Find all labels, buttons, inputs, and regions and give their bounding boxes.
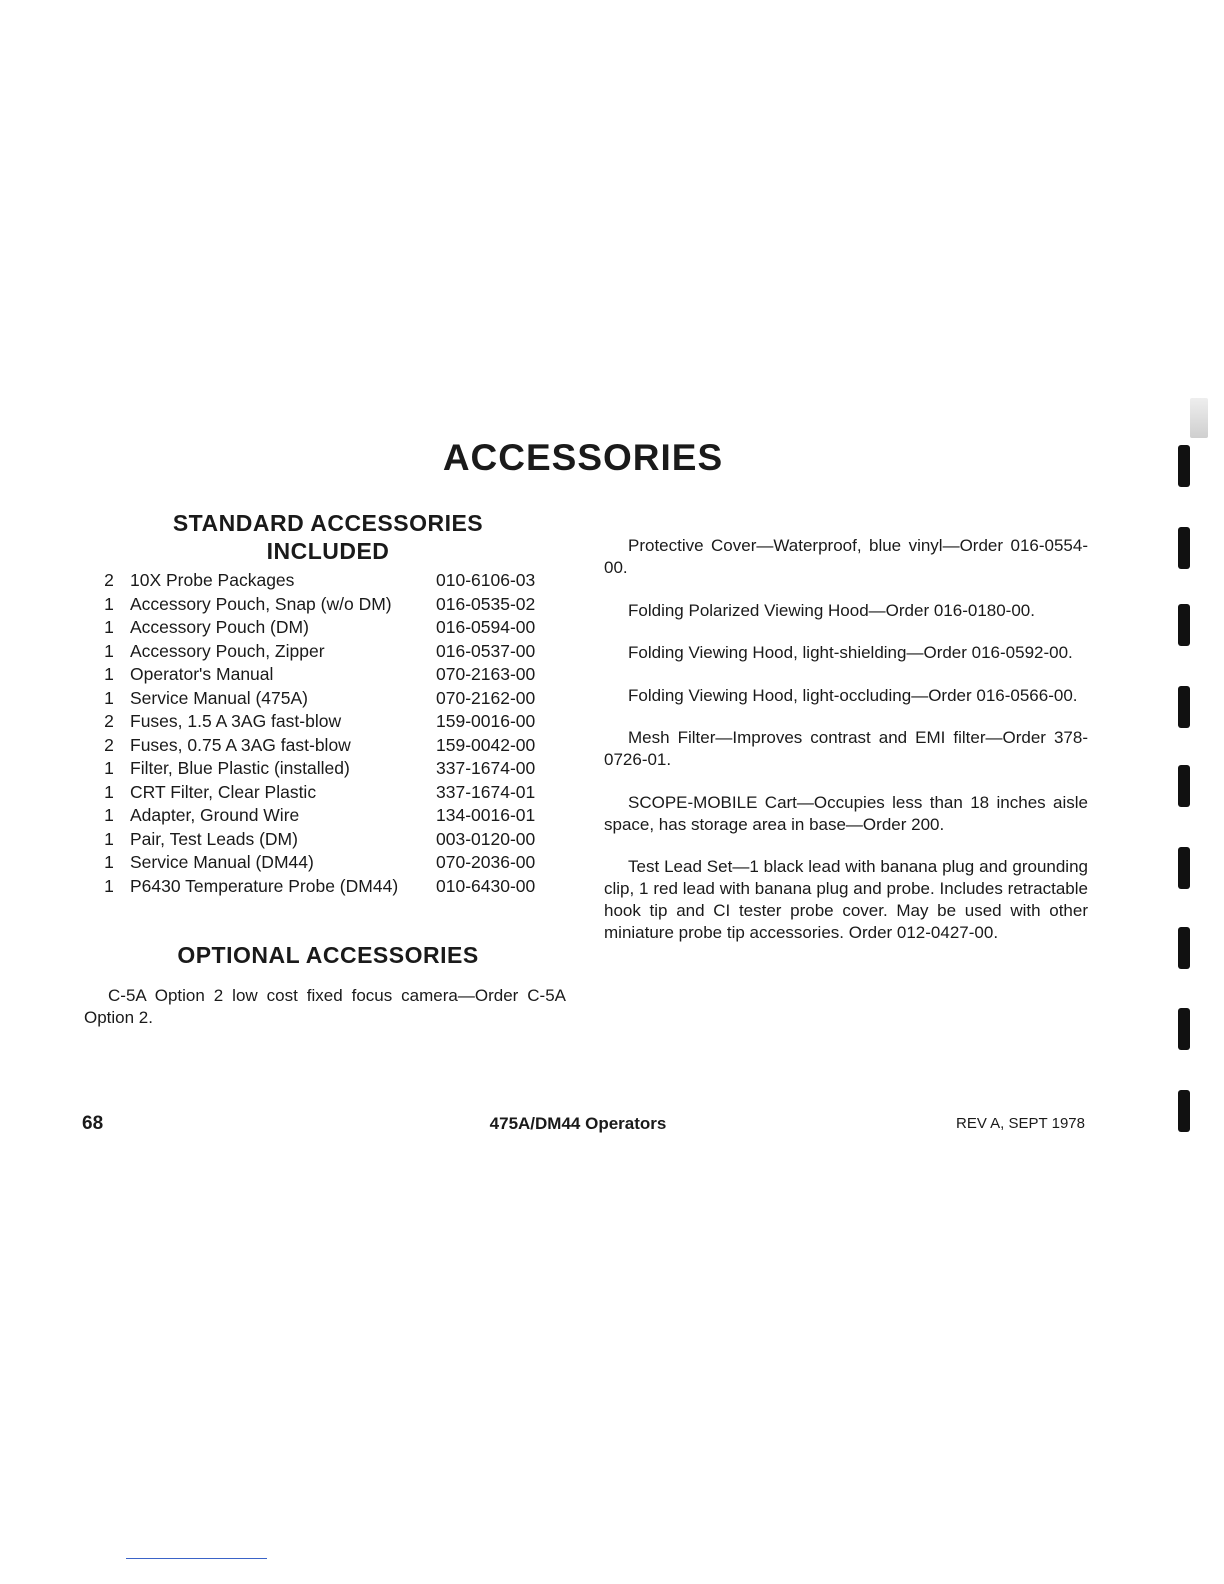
quantity-cell: 1 <box>104 852 114 873</box>
quantity-cell: 1 <box>104 828 114 849</box>
description-cell: Fuses, 1.5 A 3AG fast-blow <box>130 711 342 732</box>
standard-heading-line2: INCLUDED <box>266 538 390 564</box>
description-cell: CRT Filter, Clear Plastic <box>130 781 317 802</box>
description-cell: Operator's Manual <box>130 664 274 685</box>
quantity-cell: 1 <box>104 664 114 685</box>
part-number-cell: 070-2163-00 <box>436 664 536 685</box>
quantity-cell: 1 <box>104 875 114 896</box>
page-number: 68 <box>82 1113 104 1134</box>
page-title: ACCESSORIES <box>442 437 724 478</box>
quantity-cell: 1 <box>104 593 114 614</box>
accessory-paragraph: Folding Viewing Hood, light-shielding—Order 016-0592-00. <box>628 643 1073 662</box>
binder-tab-mark <box>1178 604 1190 646</box>
part-number-cell: 337-1674-01 <box>436 781 536 802</box>
table-row <box>96 757 546 781</box>
description-cell: Adapter, Ground Wire <box>130 805 300 826</box>
binder-tab-mark <box>1178 686 1190 728</box>
table-row <box>96 828 546 852</box>
part-number-cell: 159-0016-00 <box>436 711 536 732</box>
description-cell: Accessory Pouch (DM) <box>130 617 309 638</box>
part-number-cell: 010-6106-03 <box>436 570 536 591</box>
description-cell: Filter, Blue Plastic (installed) <box>130 758 350 779</box>
optional-accessories-list <box>604 535 1088 965</box>
accessory-paragraph: Folding Viewing Hood, light-occluding—Order 016-0566-00. <box>628 685 1078 705</box>
table-row <box>96 663 546 687</box>
bottom-rule-line <box>126 1558 267 1559</box>
description-cell: Service Manual (DM44) <box>130 852 314 873</box>
binder-tab-mark <box>1178 1008 1190 1050</box>
accessory-paragraph: Protective Cover—Waterproof, blue vinyl—Order 016-0554-00. <box>604 536 1088 577</box>
quantity-cell: 1 <box>104 781 114 802</box>
table-row <box>96 781 546 805</box>
binder-tab-mark <box>1178 1090 1190 1132</box>
table-row <box>96 687 546 711</box>
standard-accessories-heading <box>100 509 556 565</box>
binder-tab-mark <box>1178 765 1190 807</box>
binder-tab-mark <box>1178 527 1190 569</box>
part-number-cell: 159-0042-00 <box>436 734 536 755</box>
table-row <box>96 804 546 828</box>
description-cell: Pair, Test Leads (DM) <box>130 828 298 849</box>
quantity-cell: 1 <box>104 640 114 661</box>
description-cell: Accessory Pouch, Zipper <box>130 640 325 661</box>
standard-accessories-table <box>96 569 546 898</box>
part-number-cell: 016-0594-00 <box>436 617 536 638</box>
description-cell: Service Manual (475A) <box>130 687 308 708</box>
table-row <box>96 710 546 734</box>
accessory-paragraph: Test Lead Set—1 black lead with banana plug and grounding clip, 1 red lead with banana plug and probe. Includes retractable hook tip and CI tester probe cover. May be used with other miniature probe tip accessories. Order 012-0427-00. <box>604 857 1088 942</box>
description-cell: 10X Probe Packages <box>130 570 295 591</box>
optional-accessories-heading: OPTIONAL ACCESSORIES <box>177 942 479 968</box>
standard-heading-line1: STANDARD ACCESSORIES <box>172 510 484 536</box>
quantity-cell: 2 <box>104 711 114 732</box>
document-title: 475A/DM44 Operators <box>489 1114 667 1133</box>
quantity-cell: 1 <box>104 687 114 708</box>
description-cell: Fuses, 0.75 A 3AG fast-blow <box>130 734 351 755</box>
quantity-cell: 1 <box>104 758 114 779</box>
table-row <box>96 851 546 875</box>
quantity-cell: 2 <box>104 570 114 591</box>
part-number-cell: 070-2162-00 <box>436 687 536 708</box>
part-number-cell: 070-2036-00 <box>436 852 536 873</box>
accessory-paragraph: SCOPE-MOBILE Cart—Occupies less than 18 inches aisle space, has storage area in base—Order 200. <box>604 792 1088 834</box>
quantity-cell: 1 <box>104 617 114 638</box>
part-number-cell: 337-1674-00 <box>436 758 536 779</box>
part-number-cell: 003-0120-00 <box>436 828 536 849</box>
binder-tab-mark <box>1178 927 1190 969</box>
description-cell: P6430 Temperature Probe (DM44) <box>130 875 399 896</box>
accessory-paragraph: Folding Polarized Viewing Hood—Order 016-0180-00. <box>628 600 1035 620</box>
quantity-cell: 1 <box>104 805 114 826</box>
part-number-cell: 134-0016-01 <box>436 805 536 826</box>
table-row <box>96 875 546 899</box>
part-number-cell: 016-0535-02 <box>436 593 536 614</box>
page-corner-mark <box>1190 398 1208 438</box>
description-cell: Accessory Pouch, Snap (w/o DM) <box>130 593 392 614</box>
table-row <box>96 640 546 664</box>
table-row <box>96 734 546 758</box>
optional-accessory-text: C-5A Option 2 low cost fixed focus camera—Order C-5A Option 2. <box>84 986 566 1027</box>
table-row <box>96 593 546 617</box>
binder-tab-mark <box>1178 847 1190 889</box>
binder-tab-mark <box>1178 445 1190 487</box>
part-number-cell: 010-6430-00 <box>436 875 536 896</box>
accessory-paragraph: Mesh Filter—Improves contrast and EMI filter—Order 378-0726-01. <box>604 728 1088 769</box>
table-row <box>96 569 546 593</box>
quantity-cell: 2 <box>104 734 114 755</box>
part-number-cell: 016-0537-00 <box>436 640 536 661</box>
table-row <box>96 616 546 640</box>
revision-label: REV A, SEPT 1978 <box>956 1115 1085 1132</box>
